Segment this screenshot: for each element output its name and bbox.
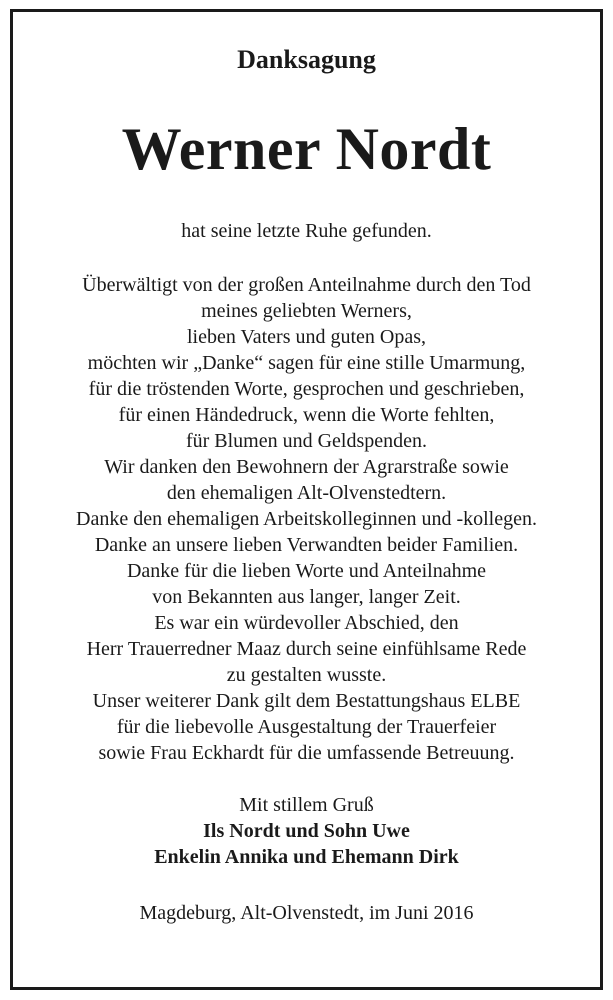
- body-line: für einen Händedruck, wenn die Worte fehlten,: [118, 404, 495, 426]
- body-line: für die tröstenden Worte, gesprochen und geschrieben,: [88, 378, 525, 400]
- body-line: Danke an unsere lieben Verwandten beider Familien.: [94, 534, 519, 556]
- body-line: Es war ein würdevoller Abschied, den: [154, 612, 459, 634]
- deceased-name: Werner Nordt: [121, 116, 492, 182]
- body-line: zu gestalten wusste.: [226, 664, 387, 686]
- body-line: lieben Vaters und guten Opas,: [186, 326, 427, 348]
- place-date: Magdeburg, Alt-Olvenstedt, im Juni 2016: [139, 902, 474, 924]
- body-line: möchten wir „Danke“ sagen für eine stille Umarmung,: [87, 352, 526, 374]
- body-line: von Bekannten aus langer, langer Zeit.: [152, 586, 461, 608]
- signature-line: Enkelin Annika und Ehemann Dirk: [154, 846, 459, 868]
- body-line: für die liebevolle Ausgestaltung der Trauerfeier: [116, 716, 497, 738]
- body-line: Danke für die lieben Worte und Anteilnahme: [126, 560, 487, 582]
- signature-line: Ils Nordt und Sohn Uwe: [203, 820, 410, 842]
- body-line: Wir danken den Bewohnern der Agrarstraße sowie: [104, 456, 509, 478]
- body-line: den ehemaligen Alt-Olvenstedtern.: [166, 482, 447, 504]
- closing-greeting: Mit stillem Gruß: [239, 794, 374, 816]
- body-line: Herr Trauerredner Maaz durch seine einfühlsame Rede: [86, 638, 527, 660]
- body-line: sowie Frau Eckhardt für die umfassende Betreuung.: [98, 742, 515, 764]
- body-line: meines geliebten Werners,: [201, 300, 412, 322]
- body-line: Danke den ehemaligen Arbeitskolleginnen und -kollegen.: [76, 508, 537, 530]
- body-line: für Blumen und Geldspenden.: [185, 430, 428, 452]
- body-line: Überwältigt von der großen Anteilnahme durch den Tod: [82, 274, 531, 296]
- body-line: Unser weiterer Dank gilt dem Bestattungshaus ELBE: [92, 690, 521, 712]
- intro-line: hat seine letzte Ruhe gefunden.: [181, 220, 432, 242]
- notice-heading: Danksagung: [237, 45, 376, 74]
